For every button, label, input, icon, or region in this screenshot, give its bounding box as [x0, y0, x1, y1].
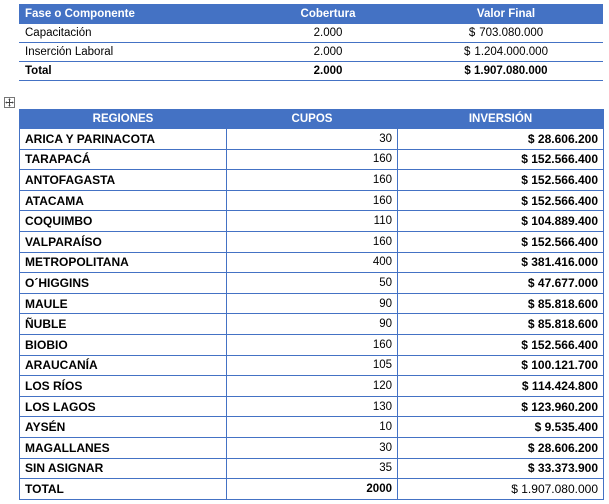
- regions-total-inversion: $ 1.907.080.000: [398, 479, 604, 500]
- region-name-cell: ÑUBLE: [20, 314, 227, 335]
- summary-table: [19, 4, 603, 81]
- region-row: [20, 170, 604, 191]
- region-cupos-cell: 35: [227, 458, 398, 479]
- region-inversion-cell: $ 85.818.600: [398, 293, 604, 314]
- regions-header-cupos: CUPOS: [227, 110, 398, 129]
- region-inversion-cell: $ 100.121.700: [398, 355, 604, 376]
- summary-valor-cell: [409, 24, 603, 43]
- region-name-cell: MAGALLANES: [20, 437, 227, 458]
- region-row: [20, 417, 604, 438]
- summary-row: [19, 24, 603, 43]
- region-name-cell: METROPOLITANA: [20, 252, 227, 273]
- region-name-cell: SIN ASIGNAR: [20, 458, 227, 479]
- region-name-cell: COQUIMBO: [20, 211, 227, 232]
- region-cupos-cell: 50: [227, 273, 398, 294]
- region-inversion-cell: $ 28.606.200: [398, 437, 604, 458]
- region-inversion-cell: $ 123.960.200: [398, 396, 604, 417]
- move-handle-icon[interactable]: [4, 97, 15, 108]
- summary-total-row: [19, 62, 603, 81]
- region-name-cell: ARAUCANÍA: [20, 355, 227, 376]
- region-cupos-cell: 90: [227, 314, 398, 335]
- region-cupos-cell: 30: [227, 437, 398, 458]
- region-row: [20, 334, 604, 355]
- currency-symbol: $: [464, 46, 471, 58]
- region-row: [20, 458, 604, 479]
- regions-total-row: [20, 479, 604, 500]
- regions-total-cupos: 2000: [227, 479, 398, 500]
- region-cupos-cell: 160: [227, 231, 398, 252]
- summary-valor-amount: 1.204.000.000: [474, 46, 548, 58]
- region-row: [20, 355, 604, 376]
- summary-row: [19, 43, 603, 62]
- region-name-cell: ANTOFAGASTA: [20, 170, 227, 191]
- region-name-cell: ARICA Y PARINACOTA: [20, 129, 227, 150]
- region-inversion-cell: $ 152.566.400: [398, 170, 604, 191]
- region-cupos-cell: 130: [227, 396, 398, 417]
- region-inversion-cell: $ 9.535.400: [398, 417, 604, 438]
- region-inversion-cell: $ 152.566.400: [398, 334, 604, 355]
- region-name-cell: MAULE: [20, 293, 227, 314]
- regions-total-label: TOTAL: [20, 479, 227, 500]
- region-cupos-cell: 160: [227, 149, 398, 170]
- region-name-cell: VALPARAÍSO: [20, 231, 227, 252]
- region-row: [20, 252, 604, 273]
- region-inversion-cell: $ 28.606.200: [398, 129, 604, 150]
- region-row: [20, 396, 604, 417]
- region-inversion-cell: $ 152.566.400: [398, 149, 604, 170]
- summary-total-cobertura: 2.000: [247, 62, 409, 81]
- region-row: [20, 231, 604, 252]
- region-inversion-cell: $ 152.566.400: [398, 190, 604, 211]
- summary-fase-cell: Inserción Laboral: [19, 43, 247, 62]
- summary-valor-cell: [409, 43, 603, 62]
- region-row: [20, 376, 604, 397]
- region-row: [20, 314, 604, 335]
- regions-body: [20, 129, 604, 479]
- summary-header-fase: Fase o Componente: [19, 4, 247, 24]
- region-row: [20, 273, 604, 294]
- region-cupos-cell: 105: [227, 355, 398, 376]
- region-row: [20, 437, 604, 458]
- region-name-cell: O´HIGGINS: [20, 273, 227, 294]
- currency-symbol: $: [468, 27, 476, 39]
- region-inversion-cell: $ 114.424.800: [398, 376, 604, 397]
- region-cupos-cell: 110: [227, 211, 398, 232]
- region-name-cell: ATACAMA: [20, 190, 227, 211]
- summary-header-cobertura: Cobertura: [247, 4, 409, 24]
- region-cupos-cell: 400: [227, 252, 398, 273]
- region-cupos-cell: 90: [227, 293, 398, 314]
- region-name-cell: LOS LAGOS: [20, 396, 227, 417]
- summary-header-valor: Valor Final: [409, 4, 603, 24]
- region-cupos-cell: 10: [227, 417, 398, 438]
- summary-fase-cell: Capacitación: [19, 24, 247, 43]
- region-inversion-cell: $ 33.373.900: [398, 458, 604, 479]
- region-name-cell: BIOBIO: [20, 334, 227, 355]
- region-inversion-cell: $ 47.677.000: [398, 273, 604, 294]
- region-row: [20, 293, 604, 314]
- regions-header-row: [20, 110, 604, 129]
- regions-header-inversion: INVERSIÓN: [398, 110, 604, 129]
- summary-cobertura-cell: 2.000: [247, 43, 409, 62]
- summary-total-label: Total: [19, 62, 247, 81]
- region-inversion-cell: $ 381.416.000: [398, 252, 604, 273]
- region-row: [20, 149, 604, 170]
- region-cupos-cell: 160: [227, 190, 398, 211]
- region-row: [20, 190, 604, 211]
- region-name-cell: LOS RÍOS: [20, 376, 227, 397]
- regions-header-region: REGIONES: [20, 110, 227, 129]
- region-name-cell: AYSÉN: [20, 417, 227, 438]
- region-row: [20, 211, 604, 232]
- region-inversion-cell: $ 152.566.400: [398, 231, 604, 252]
- summary-total-valor: $ 1.907.080.000: [409, 62, 603, 81]
- region-cupos-cell: 160: [227, 170, 398, 191]
- region-name-cell: TARAPACÁ: [20, 149, 227, 170]
- region-cupos-cell: 160: [227, 334, 398, 355]
- region-cupos-cell: 30: [227, 129, 398, 150]
- regions-table: [19, 109, 604, 500]
- region-inversion-cell: $ 104.889.400: [398, 211, 604, 232]
- region-inversion-cell: $ 85.818.600: [398, 314, 604, 335]
- summary-header-row: [19, 4, 603, 24]
- summary-cobertura-cell: 2.000: [247, 24, 409, 43]
- region-row: [20, 129, 604, 150]
- region-cupos-cell: 120: [227, 376, 398, 397]
- summary-valor-amount: 703.080.000: [479, 27, 544, 39]
